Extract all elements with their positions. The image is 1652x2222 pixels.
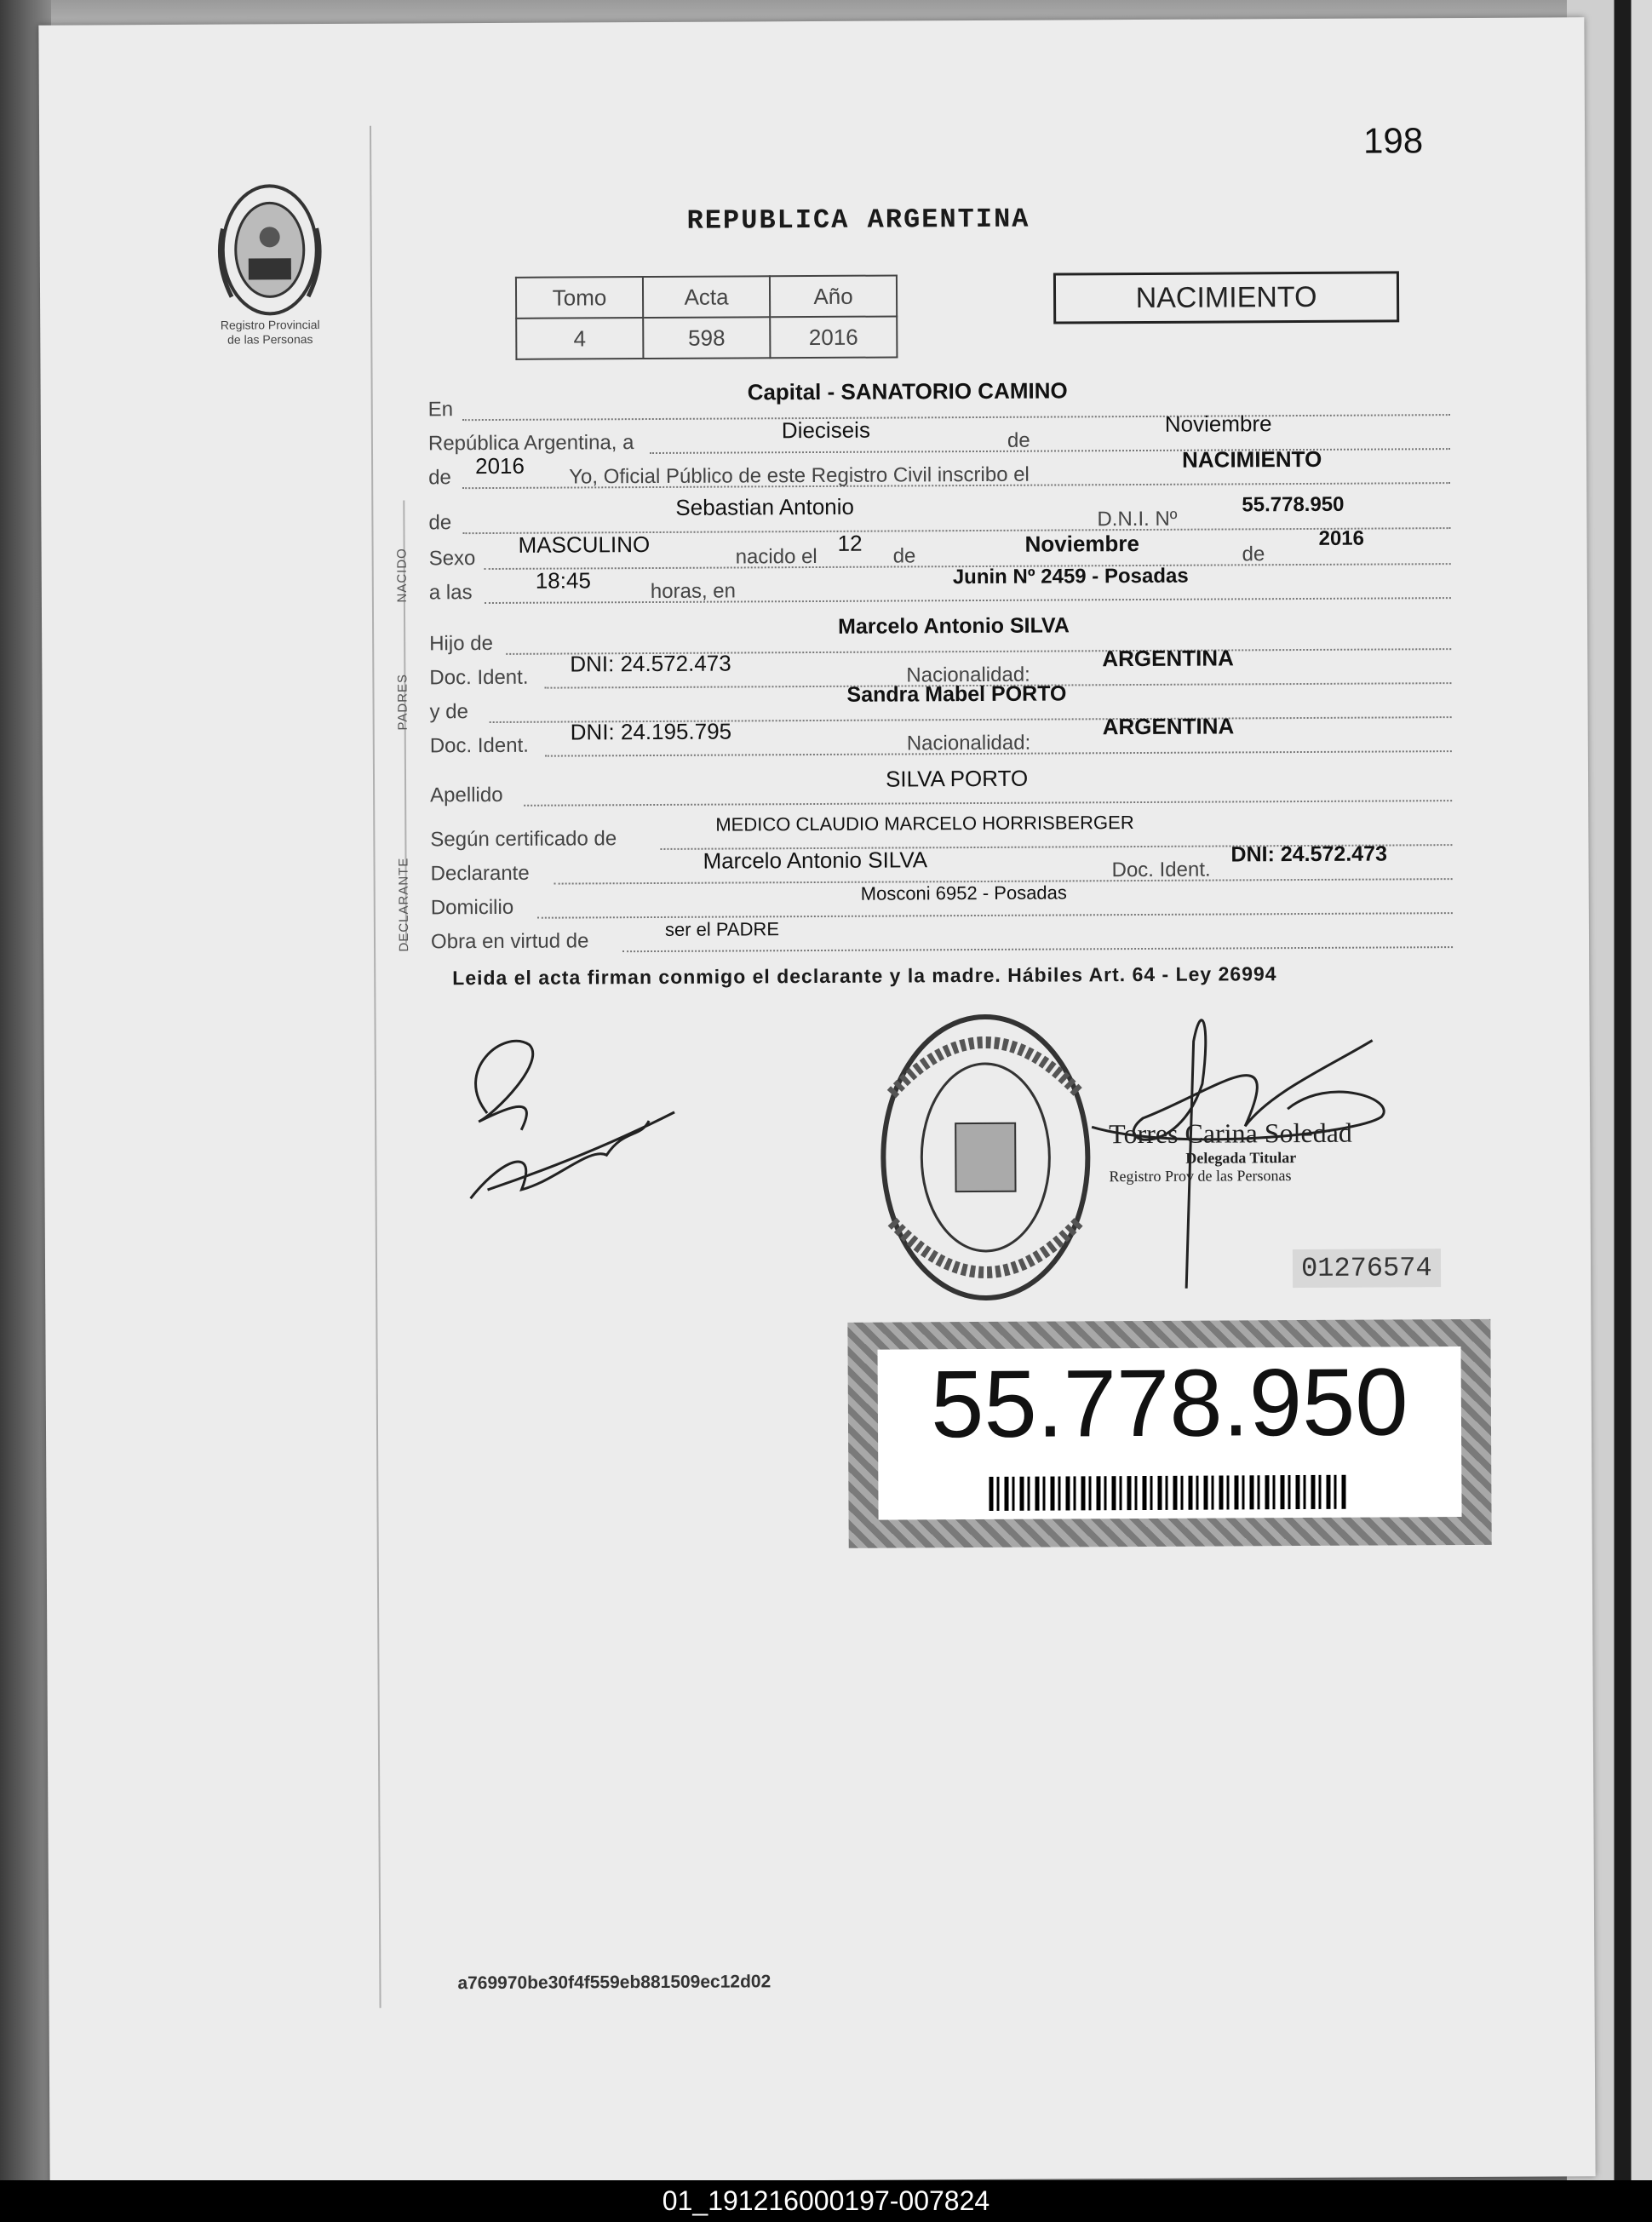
label-de-2: de [428, 466, 451, 490]
value-lugar: Capital - SANATORIO CAMINO [747, 377, 1068, 405]
value-madre-dni: DNI: 24.195.795 [570, 718, 732, 745]
side-label-nacido: NACIDO [394, 548, 410, 603]
label-de-3: de [428, 511, 452, 535]
value-dni: 55.778.950 [1242, 492, 1345, 517]
security-barcode-label [847, 1319, 1491, 1548]
official-signature-block [1109, 1117, 1352, 1186]
value-dia-nac: 12 [837, 530, 863, 556]
label-doc-ident-3: Doc. Ident. [1111, 858, 1211, 882]
value-apellido: SILVA PORTO [885, 765, 1029, 792]
label-hijo-de: Hijo de [429, 631, 493, 656]
value-hora: 18:45 [535, 567, 591, 594]
label-segun: Según certificado de [430, 827, 617, 852]
value-mes-nac: Noviembre [1024, 531, 1140, 557]
tomo-header: Tomo [516, 277, 643, 319]
label-en: En [427, 398, 454, 422]
label-declarante: Declarante [430, 861, 530, 886]
label-domicilio: Domicilio [430, 895, 514, 920]
official-role: Delegada Titular [1185, 1149, 1297, 1167]
page-number: 198 [1362, 120, 1424, 161]
value-padre-dni: DNI: 24.572.473 [570, 650, 731, 677]
value-acto: NACIMIENTO [1181, 445, 1322, 473]
barcode-number: 55.778.950 [930, 1348, 1408, 1458]
barcode-bars [989, 1475, 1346, 1511]
dotted-line [462, 414, 1450, 421]
anio-header: Año [770, 275, 897, 317]
label-y-de: y de [429, 700, 469, 724]
value-padre: Marcelo Antonio SILVA [838, 613, 1070, 639]
logo-caption-line-1: Registro Provincial [220, 318, 320, 332]
label-dni: D.N.I. Nº [1097, 507, 1178, 531]
value-nombre: Sebastian Antonio [675, 493, 855, 520]
closing-statement: Leida el acta firman conmigo el declarante y la madre. Hábiles Art. 64 - Ley 26994 [452, 962, 1277, 990]
official-name: Torres Carina Soledad [1109, 1117, 1352, 1150]
logo-caption-line-2: de las Personas [227, 332, 313, 347]
value-sexo: MASCULINO [518, 531, 651, 558]
document-type-box: NACIMIENTO [1053, 271, 1399, 324]
dotted-line [524, 800, 1452, 807]
label-sexo: Sexo [428, 547, 476, 571]
country-title: REPUBLICA ARGENTINA [686, 203, 1030, 237]
value-certificado: MEDICO CLAUDIO MARCELO HORRISBERGER [715, 812, 1134, 835]
document-hash: a769970be30f4f559eb881509ec12d02 [457, 1972, 772, 1994]
birth-certificate-page [38, 17, 1595, 2184]
value-anio-nac: 2016 [1318, 526, 1365, 550]
tomo-value: 4 [516, 318, 643, 359]
anio-value: 2016 [770, 316, 897, 358]
label-de: de [1007, 428, 1030, 452]
value-obra: ser el PADRE [664, 918, 780, 940]
dotted-line [485, 597, 1451, 604]
logo-caption [176, 318, 364, 347]
barcode-panel [878, 1346, 1462, 1520]
dotted-line [622, 946, 1453, 952]
value-madre: Sandra Mabel PORTO [846, 681, 1067, 707]
registry-stamp [869, 1008, 1101, 1306]
tomo-acta-table [515, 274, 898, 359]
provincial-seal-icon [209, 177, 330, 327]
side-label-declarante: DECLARANTE [396, 857, 412, 952]
label-de-5: de [1242, 543, 1265, 566]
value-padre-nac: ARGENTINA [1102, 645, 1234, 672]
label-a-las: a las [428, 581, 473, 605]
label-obra: Obra en virtud de [430, 929, 589, 954]
side-label-padres: PADRES [395, 673, 410, 731]
acta-header: Acta [643, 276, 770, 318]
label-nacionalidad: Nacionalidad: [906, 663, 1030, 687]
dotted-line [650, 448, 1450, 454]
value-anio: 2016 [475, 452, 525, 479]
label-nacido-el: nacido el [735, 544, 817, 569]
acta-value: 598 [643, 317, 770, 359]
label-apellido: Apellido [430, 783, 503, 807]
label-doc-ident: Doc. Ident. [429, 665, 529, 690]
value-dia: Dieciseis [781, 416, 870, 444]
label-republica: República Argentina, a [427, 431, 634, 456]
value-lugar-nac: Junin Nº 2459 - Posadas [952, 564, 1189, 589]
value-declarante-dni: DNI: 24.572.473 [1230, 841, 1388, 867]
official-registry: Registro Prov de las Personas [1109, 1167, 1292, 1186]
label-de-4: de [892, 544, 916, 568]
value-domicilio: Mosconi 6952 - Posadas [860, 881, 1067, 904]
value-madre-nac: ARGENTINA [1102, 713, 1235, 740]
label-yo-oficial: Yo, Oficial Público de este Registro Civil inscribo el [569, 462, 1030, 489]
label-nacionalidad-2: Nacionalidad: [906, 731, 1031, 755]
value-mes: Noviembre [1164, 411, 1272, 437]
footer-file-id: 01_191216000197-007824 [0, 2180, 1652, 2222]
label-horas-en: horas, en [650, 579, 737, 604]
value-declarante: Marcelo Antonio SILVA [703, 847, 928, 874]
left-margin-rule [370, 126, 381, 2008]
label-doc-ident-2: Doc. Ident. [429, 733, 529, 758]
serial-number: 01276574 [1293, 1249, 1441, 1288]
mother-signature [435, 1019, 691, 1216]
dotted-line [537, 912, 1453, 919]
